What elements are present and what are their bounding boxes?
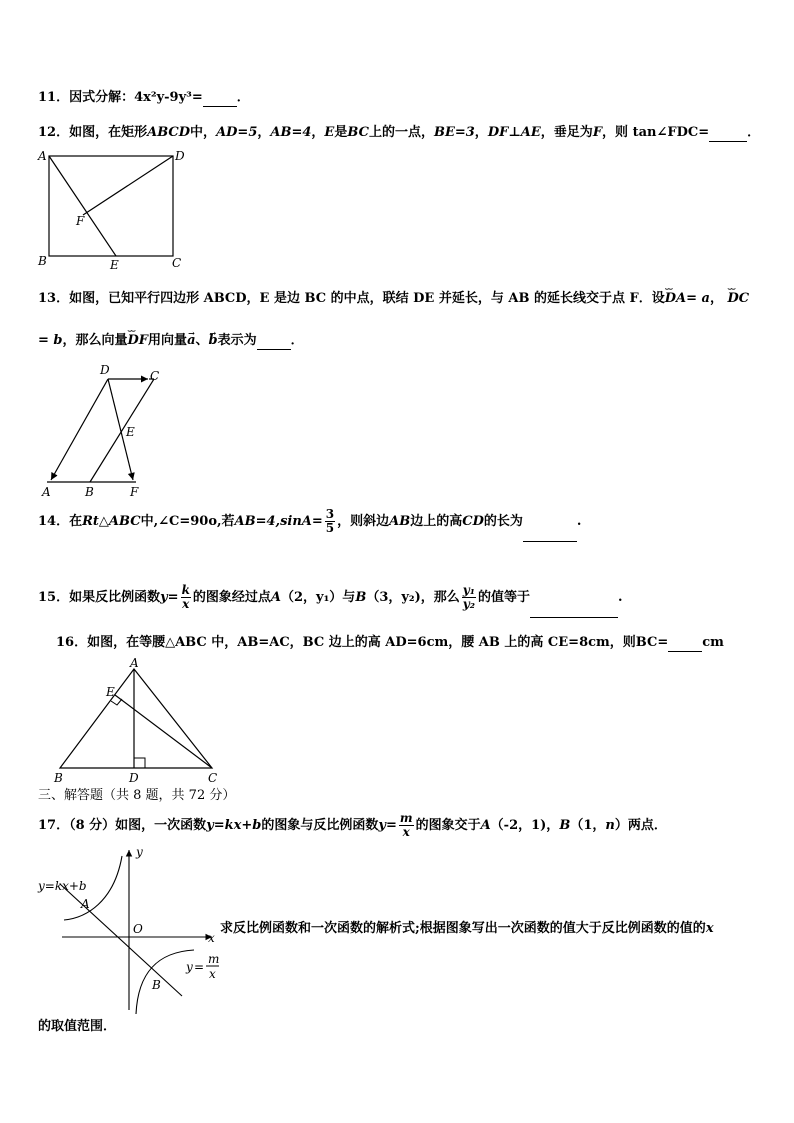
q17-coordinate-figure xyxy=(36,844,222,1016)
math-term: （1， xyxy=(570,818,606,833)
math-term: n xyxy=(605,818,615,833)
question-text: ，则 tan∠FDC= xyxy=(602,125,710,140)
vector-dc: ⌣⌣ DC xyxy=(728,286,750,308)
punct: ． xyxy=(747,125,761,140)
math-term: B xyxy=(559,818,571,833)
math-term: = b xyxy=(38,333,63,348)
fraction-k-x xyxy=(181,584,191,611)
question-text: 如图，已知平行四边形 ABCD，E 是边 BC 的中点，联结 DE 并延长，与 AB 的延长线交于点 F．设 xyxy=(69,291,665,306)
denominator: x xyxy=(182,597,190,611)
question-text: ，则斜边 xyxy=(337,514,390,529)
expression: 4x²y-9y³= xyxy=(134,90,203,105)
numerator: m xyxy=(399,811,413,825)
question-text: 的值等于 xyxy=(478,590,531,605)
question-text: 中， xyxy=(190,125,217,140)
math-term: AB xyxy=(389,514,411,529)
answer-blank xyxy=(523,527,577,542)
math-term: = xyxy=(167,590,179,605)
question-text: 如果反比例函数 xyxy=(69,590,161,605)
question-text: 如图，在等腰△ABC 中，AB=AC，BC 边上的高 AD=6cm，腰 AB 上的高 CE=8cm，则BC= xyxy=(87,635,669,650)
math-term: B xyxy=(355,590,367,605)
math-term: CD xyxy=(462,514,484,529)
question-text: 用向量 xyxy=(148,333,188,348)
question-14 xyxy=(38,502,581,542)
label-c: C xyxy=(172,256,182,270)
math-term: （2，y₁）与 xyxy=(281,590,356,605)
question-number: 12． xyxy=(38,125,70,140)
vector-da-arrow xyxy=(51,379,108,480)
q13-parallelogram-figure xyxy=(36,360,176,500)
question-number: 11． xyxy=(38,90,70,105)
label-x-axis: x xyxy=(208,931,215,945)
math-term: = xyxy=(311,514,323,529)
question-text: ）两点． xyxy=(614,818,667,833)
label-point-a: A xyxy=(81,897,90,911)
math-term: DF⊥AE xyxy=(487,125,541,140)
right-angle-mark-d xyxy=(134,758,145,768)
punct: ， xyxy=(709,291,723,306)
answer-blank xyxy=(257,335,291,350)
question-number: 16． xyxy=(56,635,88,650)
math-term: （-2，1)， xyxy=(490,818,560,833)
punct: ． xyxy=(290,333,304,348)
label-y-axis: y xyxy=(136,845,143,859)
question-text: 的图象经过点 xyxy=(192,590,271,605)
label-a: A xyxy=(42,485,51,499)
label-c: C xyxy=(208,771,218,785)
label-a: A xyxy=(130,656,139,670)
math-term: AB=4 xyxy=(270,125,312,140)
math-term: y xyxy=(160,590,168,605)
numerator: k xyxy=(181,583,190,597)
vector-b: → b xyxy=(209,332,218,350)
triangle-abc xyxy=(60,669,212,768)
question-15 xyxy=(38,578,623,618)
label-line-eq: y=kx+b xyxy=(38,879,87,893)
question-text: 表示为 xyxy=(217,333,257,348)
label-a: A xyxy=(38,149,47,163)
question-11 xyxy=(38,89,250,107)
math-term: AB=4,sinA xyxy=(234,514,312,529)
math-term: BC xyxy=(347,125,369,140)
question-text: 因式分解： xyxy=(69,90,135,105)
q12-rectangle-figure xyxy=(36,148,196,273)
math-term: Rt△ABC xyxy=(82,514,141,529)
label-d: D xyxy=(100,363,110,377)
label-point-b: B xyxy=(152,978,161,992)
question-text: 如图，一次函数 xyxy=(115,818,207,833)
question-17 xyxy=(38,806,667,846)
question-text: 求反比例函数和一次函数的解析式;根据图象写出一次函数的值大于反比例函数的值的 xyxy=(220,921,706,936)
punct: . xyxy=(618,590,623,605)
math-term: x xyxy=(705,921,714,936)
question-text: 的图象交于 xyxy=(415,818,481,833)
label-d: D xyxy=(129,771,139,785)
section-3-title xyxy=(38,787,235,805)
answer-blank xyxy=(668,637,702,652)
math-term: = xyxy=(385,818,397,833)
question-text: 的取值范围． xyxy=(38,1019,117,1034)
segment-df xyxy=(83,156,173,215)
label-b: B xyxy=(54,771,63,785)
answer-blank xyxy=(709,127,747,142)
math-term: A xyxy=(270,590,282,605)
label-hyper-den: x xyxy=(209,967,216,981)
label-b: B xyxy=(85,485,94,499)
vector-da: ⌣⌣ DA xyxy=(665,286,686,308)
label-f: F xyxy=(76,214,85,228)
question-number: 15． xyxy=(38,590,70,605)
denominator: x xyxy=(402,825,410,839)
question-text: 的图象与反比例函数 xyxy=(261,818,379,833)
math-term: = a xyxy=(686,291,710,306)
question-text: ，垂足为 xyxy=(540,125,593,140)
math-term: y=kx+b xyxy=(206,818,262,833)
question-text: ，那么向量 xyxy=(62,333,128,348)
question-17-side-text xyxy=(220,920,714,938)
math-term: ABCD xyxy=(147,125,191,140)
question-16 xyxy=(56,634,724,652)
section-title: 三、解答题（共 8 题，共 72 分） xyxy=(38,788,236,803)
label-hyper-y: y xyxy=(186,960,193,974)
question-text: 上的一点， xyxy=(368,125,434,140)
label-hyper-num: m xyxy=(208,952,220,966)
question-17-last-line xyxy=(38,1018,116,1036)
question-text: 中,∠C=90o,若 xyxy=(140,514,235,529)
question-13-line-1 xyxy=(38,286,749,308)
line-y-kx-b xyxy=(60,884,182,996)
label-hyper-eq: = xyxy=(194,960,205,974)
math-term: E xyxy=(324,125,335,140)
label-d: D xyxy=(175,149,185,163)
question-number: 14． xyxy=(38,514,70,529)
q16-triangle-figure xyxy=(50,656,230,786)
question-text: 的长为 xyxy=(483,514,523,529)
question-12: 12．如图，在矩形ABCD中，AD=5，AB=4，E是BC上的一点，BE=3，DF⊥AE，垂足为F，则 tan∠FDC= ． xyxy=(38,125,761,140)
label-e: E xyxy=(126,425,135,439)
label-origin: O xyxy=(133,922,143,936)
math-term: AD=5 xyxy=(216,125,258,140)
fraction-y1-y2 xyxy=(462,584,476,611)
unit: cm xyxy=(702,635,724,650)
numerator: 3 xyxy=(325,507,335,521)
label-f: F xyxy=(130,485,139,499)
answer-blank xyxy=(530,603,618,618)
numerator: y₁ xyxy=(462,583,475,597)
punct: 、 xyxy=(195,333,209,348)
label-b: B xyxy=(38,254,47,268)
denominator: 5 xyxy=(325,521,335,535)
question-number: 13． xyxy=(38,291,70,306)
math-term: BE=3 xyxy=(433,125,475,140)
math-term: F xyxy=(592,125,603,140)
math-term: y xyxy=(378,818,386,833)
vector-df: ⌣⌣ DF xyxy=(128,328,149,350)
rectangle-abcd xyxy=(49,156,173,256)
question-text: 在 xyxy=(69,514,83,529)
points: （8 分） xyxy=(69,818,116,833)
fraction-m-x xyxy=(399,812,414,839)
answer-blank xyxy=(203,92,237,107)
question-text: 如图，在矩形 xyxy=(69,125,148,140)
segment-ae xyxy=(49,156,116,256)
question-text: 是 xyxy=(334,125,348,140)
fraction-3-5 xyxy=(325,508,335,535)
label-e: E xyxy=(106,685,115,699)
label-e: E xyxy=(110,258,119,272)
denominator: y₂ xyxy=(462,597,475,611)
question-text: 边上的高 xyxy=(410,514,463,529)
punct: ． xyxy=(236,90,250,105)
label-c: C xyxy=(150,369,160,383)
question-number: 17． xyxy=(38,818,70,833)
math-term: （3，y₂)，那么 xyxy=(366,590,460,605)
question-13-line-2 xyxy=(38,328,304,350)
math-term: A xyxy=(480,818,491,833)
punct: . xyxy=(576,514,582,529)
right-angle-mark-e xyxy=(111,699,122,705)
vector-a: → a xyxy=(187,332,195,350)
